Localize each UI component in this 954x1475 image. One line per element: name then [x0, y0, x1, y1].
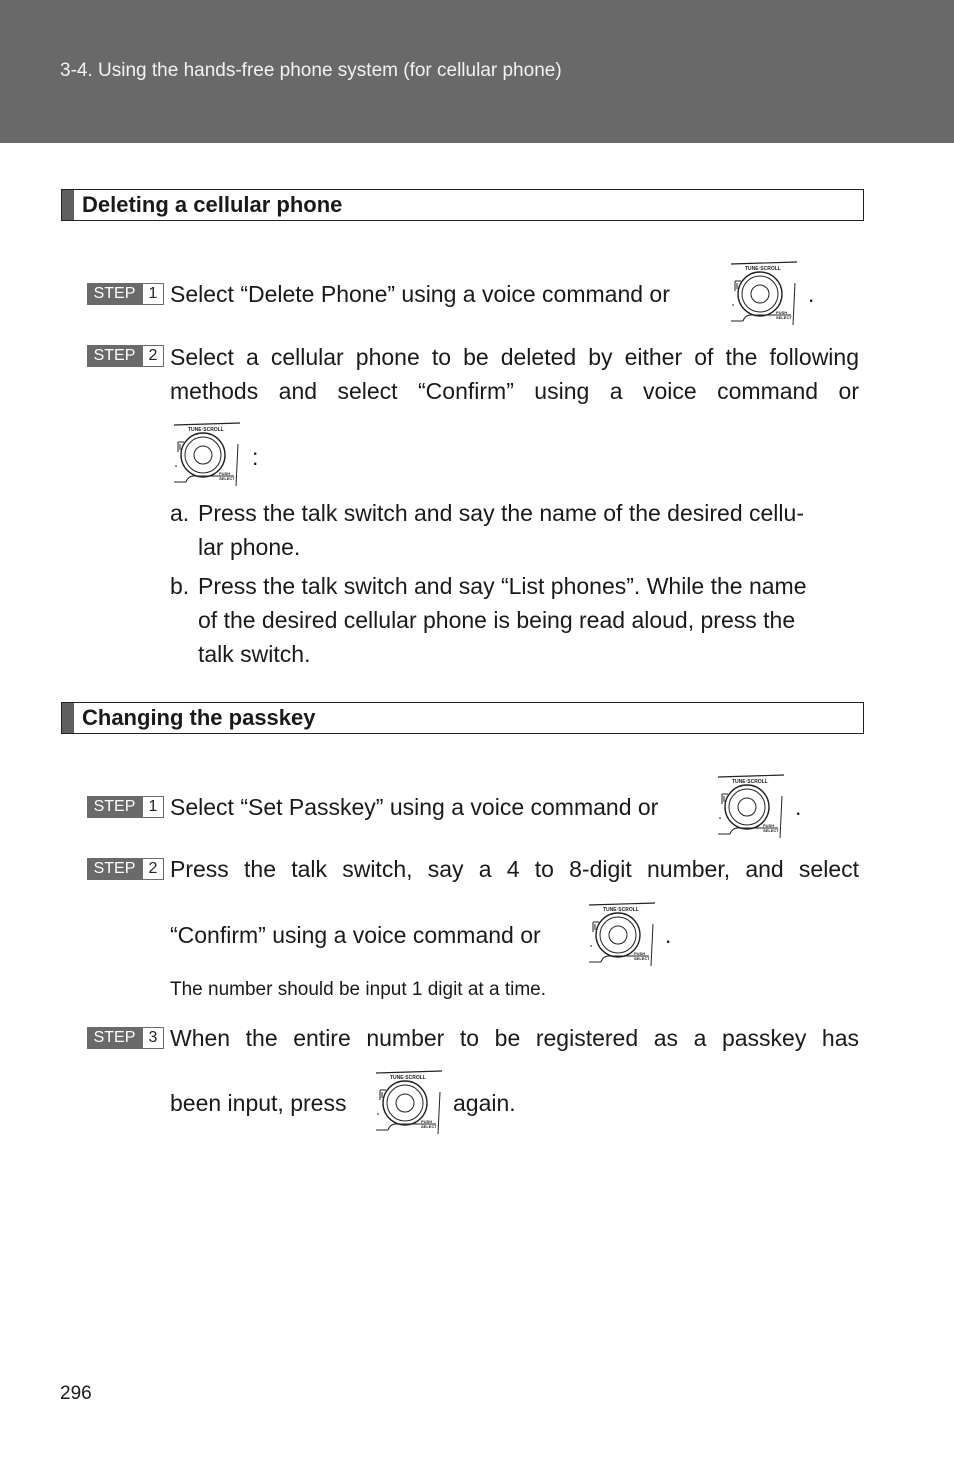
list-item — [170, 569, 859, 671]
step-text-end: . — [665, 922, 672, 948]
list-item-line: lar phone. — [198, 534, 301, 560]
list-item — [170, 496, 859, 564]
step-badge — [87, 796, 164, 818]
page-header — [0, 0, 954, 143]
list-marker: b. — [170, 573, 190, 599]
header-title: 3-4. Using the hands-free phone system (for cellular phone) — [60, 60, 562, 81]
tune-scroll-knob-icon — [372, 1070, 444, 1136]
step-badge — [87, 1027, 164, 1049]
step-badge — [87, 345, 164, 367]
list-item-line: of the desired cellular phone is being read aloud, press the — [198, 607, 796, 633]
step-label: STEP — [87, 858, 142, 880]
step-text: Select “Set Passkey” using a voice command or — [170, 794, 659, 820]
tune-scroll-knob-icon — [585, 902, 657, 968]
step-label: STEP — [87, 1027, 142, 1049]
step-text: Select “Delete Phone” using a voice command or — [170, 281, 670, 307]
tune-scroll-knob-icon — [727, 261, 799, 327]
section-title: Deleting a cellular phone — [82, 192, 343, 217]
step-number: 1 — [142, 283, 164, 305]
step-badge — [87, 858, 164, 880]
heading-bar — [62, 703, 74, 733]
step-text-end: . — [808, 281, 815, 307]
section-heading-deleting — [61, 189, 864, 221]
step-number: 3 — [142, 1027, 164, 1049]
list-item-line: talk switch. — [198, 641, 311, 667]
list-marker: a. — [170, 500, 190, 526]
step-text: Press the talk switch, say a 4 to 8-digit number, and select — [170, 856, 859, 882]
step-text-end: : — [252, 444, 259, 470]
step-note: The number should be input 1 digit at a time. — [170, 979, 547, 1000]
step-label: STEP — [87, 345, 142, 367]
list-item-line: Press the talk switch and say the name of the desired cellu- — [198, 500, 804, 526]
section-heading-passkey — [61, 702, 864, 734]
list-item-line: Press the talk switch and say “List phones”. While the name — [198, 573, 807, 599]
heading-bar — [62, 190, 74, 220]
step-text: “Confirm” using a voice command or — [170, 922, 541, 948]
step-label: STEP — [87, 796, 142, 818]
step-text: been input, press — [170, 1090, 347, 1116]
step-text: Select a cellular phone to be deleted by either of the following — [170, 344, 859, 370]
step-text: methods and select “Confirm” using a voice command or — [170, 378, 859, 404]
tune-scroll-knob-icon — [170, 422, 242, 488]
tune-scroll-knob-icon — [714, 774, 786, 840]
step-text-end: again. — [453, 1090, 516, 1116]
step-text-end: . — [795, 794, 802, 820]
section-title: Changing the passkey — [82, 705, 316, 730]
step-number: 2 — [142, 345, 164, 367]
step-badge — [87, 283, 164, 305]
page-number: 296 — [60, 1383, 92, 1404]
step-number: 1 — [142, 796, 164, 818]
step-label: STEP — [87, 283, 142, 305]
step-text: When the entire number to be registered as a passkey has — [170, 1025, 859, 1051]
step-number: 2 — [142, 858, 164, 880]
